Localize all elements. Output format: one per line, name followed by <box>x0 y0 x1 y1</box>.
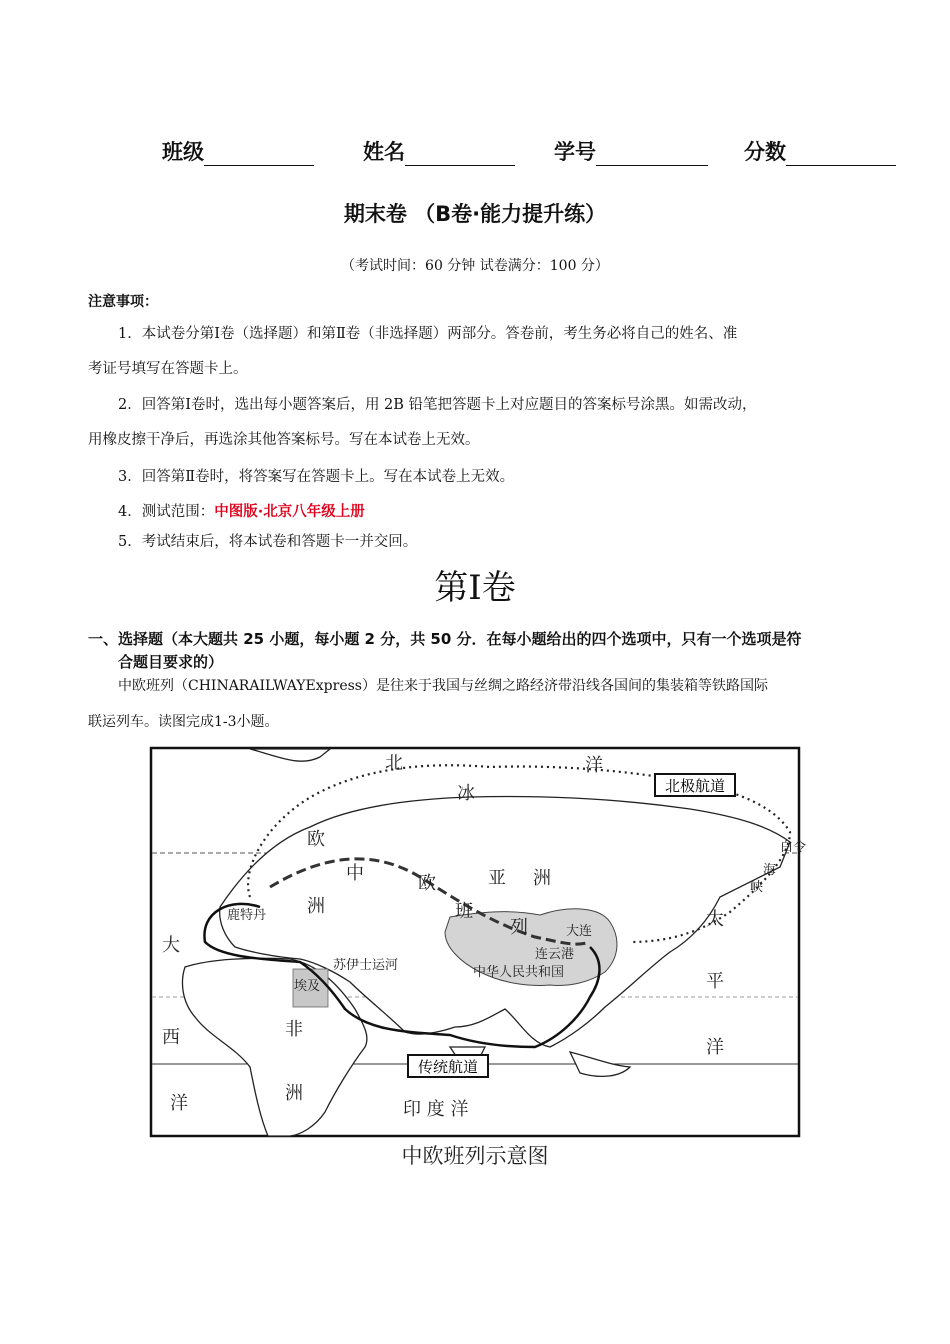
map-label-bering-2: 海 <box>763 863 777 878</box>
map-label-yang-west: 洋 <box>170 1093 188 1114</box>
map-label-da: 大 <box>162 935 180 956</box>
map-label-egypt: 埃及 <box>294 979 321 994</box>
note-1 <box>88 317 863 387</box>
note-2 <box>88 388 863 458</box>
map-label-bing: 冰 <box>457 783 475 804</box>
map-caption: 中欧班列示意图 <box>401 1144 549 1168</box>
note-4-prefix: 4．测试范围： <box>118 504 215 520</box>
exam-title: 期末卷 （B卷·能力提升练） <box>343 202 607 226</box>
student-id-blank[interactable] <box>596 143 708 166</box>
map-label-yang-east: 洋 <box>706 1037 724 1058</box>
volume-title: 第Ⅰ卷 <box>434 568 516 608</box>
map-label-ou-2: 欧 <box>418 873 436 894</box>
map-label-bering-1: 白令 <box>780 840 807 855</box>
map-label-ya: 亚 <box>488 868 506 889</box>
map-label-tai: 太 <box>706 909 724 930</box>
map-label-rotterdam: 鹿特丹 <box>227 908 267 923</box>
map-label-bei: 北 <box>385 753 403 774</box>
map-label-yang-north: 洋 <box>585 755 603 776</box>
map-label-bering-3: 峡 <box>750 880 764 895</box>
name-label: 姓名 <box>363 140 405 164</box>
map-label-ping: 平 <box>706 971 724 992</box>
note-2-line-1: 2．回答第Ⅰ卷时，选出每小题答案后，用 2B 铅笔把答题卡上对应题目的答案标号涂黑。如需改动， <box>118 397 757 413</box>
note-3 <box>88 460 863 495</box>
question-intro <box>88 668 878 740</box>
class-label: 班级 <box>162 140 204 164</box>
exam-subtitle: （考试时间：60 分钟 试卷满分：100 分） <box>341 258 609 274</box>
map-label-suez: 苏伊士运河 <box>333 958 399 973</box>
map-label-zhong: 中 <box>346 863 364 884</box>
note-5 <box>88 525 863 560</box>
map-label-xi: 西 <box>162 1027 180 1048</box>
map-label-prc: 中华人民共和国 <box>473 965 565 980</box>
class-field <box>162 136 314 166</box>
section-line-1: 一、选择题（本大题共 25 小题，每小题 2 分，共 50 分．在每小题给出的四个选项中，只有一个选项是符 <box>88 630 802 648</box>
score-blank[interactable] <box>786 143 896 166</box>
map-label-zhou-europe: 洲 <box>307 896 325 917</box>
note-1-line-1: 1．本试卷分第Ⅰ卷（选择题）和第Ⅱ卷（非选择题）两部分。答卷前，考生务必将自己的姓名、准 <box>118 326 738 342</box>
section-line-2: 合题目要求的） <box>118 653 224 671</box>
class-blank[interactable] <box>204 143 314 166</box>
score-field <box>744 136 896 166</box>
map-label-zhou-africa: 洲 <box>285 1083 303 1104</box>
note-1-line-2: 考证号填写在答题卡上。 <box>88 361 248 377</box>
traditional-route-label: 传统航道 <box>417 1058 479 1076</box>
score-label: 分数 <box>744 140 786 164</box>
test-range: 中图版·北京八年级上册 <box>214 504 365 520</box>
map-label-lianyungang: 连云港 <box>535 947 575 962</box>
name-blank[interactable] <box>405 143 515 166</box>
student-id-label: 学号 <box>554 140 596 164</box>
map-label-ban: 班 <box>455 901 473 922</box>
student-id-field <box>554 136 708 166</box>
note-3-text: 3．回答第Ⅱ卷时，将答案写在答题卡上。写在本试卷上无效。 <box>118 469 515 485</box>
name-field <box>363 136 515 166</box>
map-label-ou: 欧 <box>307 829 325 850</box>
note-2-line-2: 用橡皮擦干净后，再选涂其他答案标号。写在本试卷上无效。 <box>88 432 480 448</box>
map-label-lie: 列 <box>510 917 528 938</box>
notes-heading: 注意事项： <box>88 294 158 310</box>
map-label-zhou-asia: 洲 <box>533 868 551 889</box>
map-label-fei: 非 <box>285 1019 303 1040</box>
note-5-text: 5．考试结束后，将本试卷和答题卡一并交回。 <box>118 534 418 550</box>
intro-line-2: 联运列车。读图完成1-3小题。 <box>88 714 279 730</box>
map-label-indian-ocean: 印 度 洋 <box>403 1099 469 1120</box>
intro-line-1: 中欧班列（CHINARAILWAYExpress）是往来于我国与丝绸之路经济带沿线各国间的集装箱等铁路国际 <box>118 678 768 694</box>
north-route-label: 北极航道 <box>664 777 726 795</box>
map-label-dalian: 大连 <box>566 924 593 939</box>
china-europe-railway-map <box>150 747 807 1137</box>
